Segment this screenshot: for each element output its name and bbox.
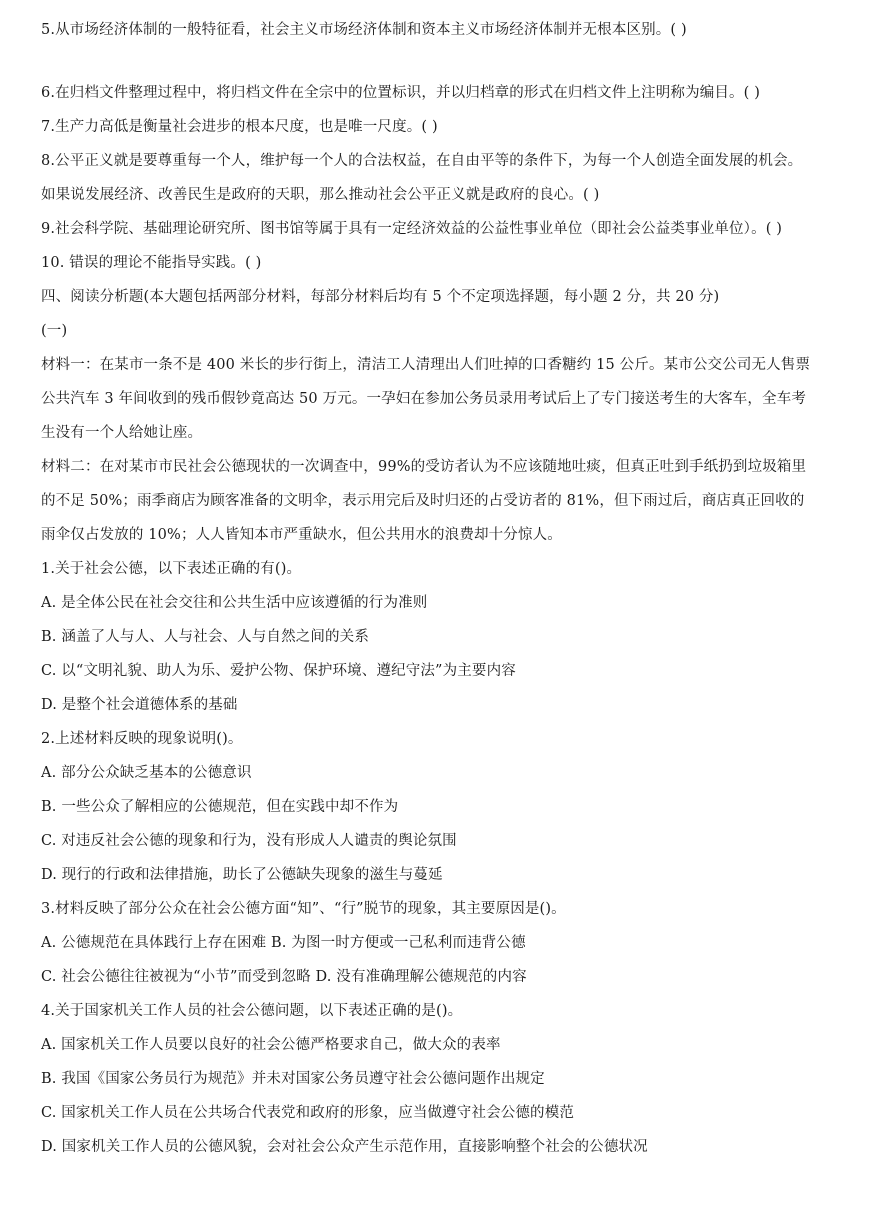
part-label: (一) xyxy=(41,323,68,339)
material-1-line-2: 公共汽车 3 年间收到的残币假钞竟高达 50 万元。一孕妇在参加公务员录用考试后上了专门接送考生的大客车，全车考 xyxy=(41,391,807,407)
question-1-option-d: D. 是整个社会道德体系的基础 xyxy=(41,697,238,713)
question-3-options-cd: C. 社会公德往往被视为“小节”而受到忽略 D. 没有准确理解公德规范的内容 xyxy=(41,969,527,985)
question-1-stem: 1.关于社会公德，以下表述正确的有()。 xyxy=(41,561,302,577)
question-1-option-c: C. 以“文明礼貌、助人为乐、爱护公物、保护环境、遵纪守法”为主要内容 xyxy=(41,663,516,679)
question-4-option-c: C. 国家机关工作人员在公共场合代表党和政府的形象，应当做遵守社会公德的模范 xyxy=(41,1105,574,1121)
question-2-option-b: B. 一些公众了解相应的公德规范，但在实践中却不作为 xyxy=(41,799,399,815)
question-1-option-b: B. 涵盖了人与人、人与社会、人与自然之间的关系 xyxy=(41,629,369,645)
question-2-option-c: C. 对违反社会公德的现象和行为，没有形成人人谴责的舆论氛围 xyxy=(41,833,457,849)
material-1-line-1: 材料一：在某市一条不是 400 米长的步行街上，清洁工人清理出人们吐掉的口香糖约 15 公斤。某市公交公司无人售票 xyxy=(41,357,811,373)
material-2-line-1: 材料二：在对某市市民社会公德现状的一次调查中，99%的受访者认为不应该随地吐痰，但真正吐到手纸扔到垃圾箱里 xyxy=(41,459,807,475)
question-4-stem: 4.关于国家机关工作人员的社会公德问题，以下表述正确的是()。 xyxy=(41,1003,463,1019)
question-1-option-a: A. 是全体公民在社会交往和公共生活中应该遵循的行为准则 xyxy=(41,595,428,611)
material-2-line-2: 的不足 50%；雨季商店为顾客准备的文明伞，表示用完后及时归还的占受访者的 81%，但下雨过后，商店真正回收的 xyxy=(41,493,805,509)
judgment-item-6: 6.在归档文件整理过程中，将归档文件在全宗中的位置标识，并以归档章的形式在归档文件上注明称为编目。( ) xyxy=(41,85,761,101)
question-3-options-ab: A. 公德规范在具体践行上存在困难 B. 为图一时方便或一己私利而违背公德 xyxy=(41,935,526,951)
question-4-option-d: D. 国家机关工作人员的公德风貌，会对社会公众产生示范作用，直接影响整个社会的公德状况 xyxy=(41,1139,648,1155)
judgment-item-9: 9.社会科学院、基础理论研究所、图书馆等属于具有一定经济效益的公益性事业单位（即社会公益类事业单位）。( ) xyxy=(41,221,783,237)
question-3-stem: 3.材料反映了部分公众在社会公德方面“知”、“行”脱节的现象，其主要原因是()。 xyxy=(41,901,566,917)
material-2-line-3: 雨伞仅占发放的 10%；人人皆知本市严重缺水，但公共用水的浪费却十分惊人。 xyxy=(41,527,562,543)
material-1-line-3: 生没有一个人给她让座。 xyxy=(41,425,203,441)
question-4-option-b: B. 我国《国家公务员行为规范》并未对国家公务员遵守社会公德问题作出规定 xyxy=(41,1071,545,1087)
question-2-stem: 2.上述材料反映的现象说明()。 xyxy=(41,731,243,747)
question-2-option-a: A. 部分公众缺乏基本的公德意识 xyxy=(41,765,252,781)
section-heading: 四、阅读分析题(本大题包括两部分材料，每部分材料后均有 5 个不定项选择题，每小题 2 分，共 20 分) xyxy=(41,289,720,305)
judgment-item-8-line-1: 8.公平正义就是要尊重每一个人，维护每一个人的合法权益，在自由平等的条件下，为每一个人创造全面发展的机会。 xyxy=(41,153,803,169)
question-2-option-d: D. 现行的行政和法律措施，助长了公德缺失现象的滋生与蔓延 xyxy=(41,867,443,883)
judgment-item-5: 5.从市场经济体制的一般特征看，社会主义市场经济体制和资本主义市场经济体制并无根本区别。( ) xyxy=(41,22,687,38)
judgment-item-8-line-2: 如果说发展经济、改善民生是政府的天职，那么推动社会公平正义就是政府的良心。( ) xyxy=(41,187,600,203)
judgment-item-10: 10. 错误的理论不能指导实践。( ) xyxy=(41,255,262,271)
judgment-item-7: 7.生产力高低是衡量社会进步的根本尺度，也是唯一尺度。( ) xyxy=(41,119,438,135)
question-4-option-a: A. 国家机关工作人员要以良好的社会公德严格要求自己，做大众的表率 xyxy=(41,1037,501,1053)
